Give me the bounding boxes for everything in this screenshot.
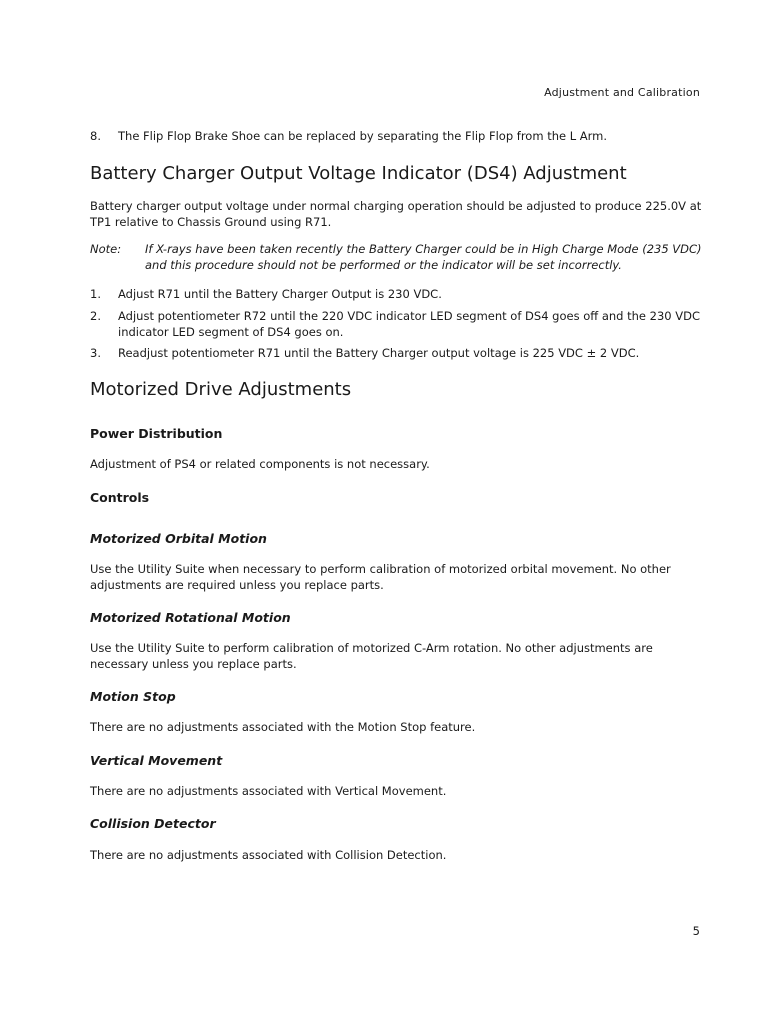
subheading-orbital-motion: Motorized Orbital Motion <box>90 531 267 546</box>
subheading-rotational-motion: Motorized Rotational Motion <box>90 610 291 625</box>
paragraph-rotational-motion: Use the Utility Suite to perform calibration of motorized C-Arm rotation. No other adjustments are necessary unless you replace parts. <box>90 641 653 671</box>
subheading-controls: Controls <box>90 490 150 505</box>
paragraph-battery-intro: Battery charger output voltage under normal charging operation should be adjusted to produce 225.0V at TP1 relative to Chassis Ground using R71. <box>90 199 702 229</box>
note-text: If X-rays have been taken recently the Battery Charger could be in High Charge Mode (235 VDC) and this procedure should not be performed or the indicator will be set incorrectly. <box>145 242 702 272</box>
running-header: Adjustment and Calibration <box>544 86 700 99</box>
subheading-power-distribution: Power Distribution <box>90 426 223 441</box>
paragraph-orbital-motion: Use the Utility Suite when necessary to perform calibration of motorized orbital movement. No other adjustments are required unless you replace parts. <box>90 562 671 592</box>
note-label: Note: <box>90 242 122 256</box>
subheading-motion-stop: Motion Stop <box>90 689 176 704</box>
list-number: 8. <box>90 129 101 143</box>
list-number: 1. <box>90 287 101 301</box>
list-number: 2. <box>90 309 101 323</box>
list-text: Adjust potentiometer R72 until the 220 VDC indicator LED segment of DS4 goes off and the 230 VDC indicator LED segment of DS4 goes on. <box>118 309 701 339</box>
paragraph-collision-detector: There are no adjustments associated with Collision Detection. <box>90 848 447 862</box>
paragraph-motion-stop: There are no adjustments associated with the Motion Stop feature. <box>90 720 476 734</box>
section-heading-motorized: Motorized Drive Adjustments <box>90 379 352 400</box>
paragraph-vertical-movement: There are no adjustments associated with Vertical Movement. <box>90 784 447 798</box>
list-number: 3. <box>90 346 101 360</box>
subheading-vertical-movement: Vertical Movement <box>90 753 223 768</box>
note <box>90 242 708 273</box>
section-heading-battery: Battery Charger Output Voltage Indicator (DS4) Adjustment <box>90 163 627 184</box>
subheading-collision-detector: Collision Detector <box>90 816 216 831</box>
list-text: Adjust R71 until the Battery Charger Output is 230 VDC. <box>118 287 442 301</box>
list-text: Readjust potentiometer R71 until the Battery Charger output voltage is 225 VDC ± 2 VDC. <box>118 346 640 360</box>
paragraph-power-distribution: Adjustment of PS4 or related components is not necessary. <box>90 457 430 471</box>
list-item <box>90 287 708 303</box>
list-item <box>90 346 708 362</box>
list-item <box>90 129 708 145</box>
list-item <box>90 309 708 340</box>
page-number: 5 <box>692 924 700 938</box>
list-text: The Flip Flop Brake Shoe can be replaced by separating the Flip Flop from the L Arm. <box>118 129 608 143</box>
